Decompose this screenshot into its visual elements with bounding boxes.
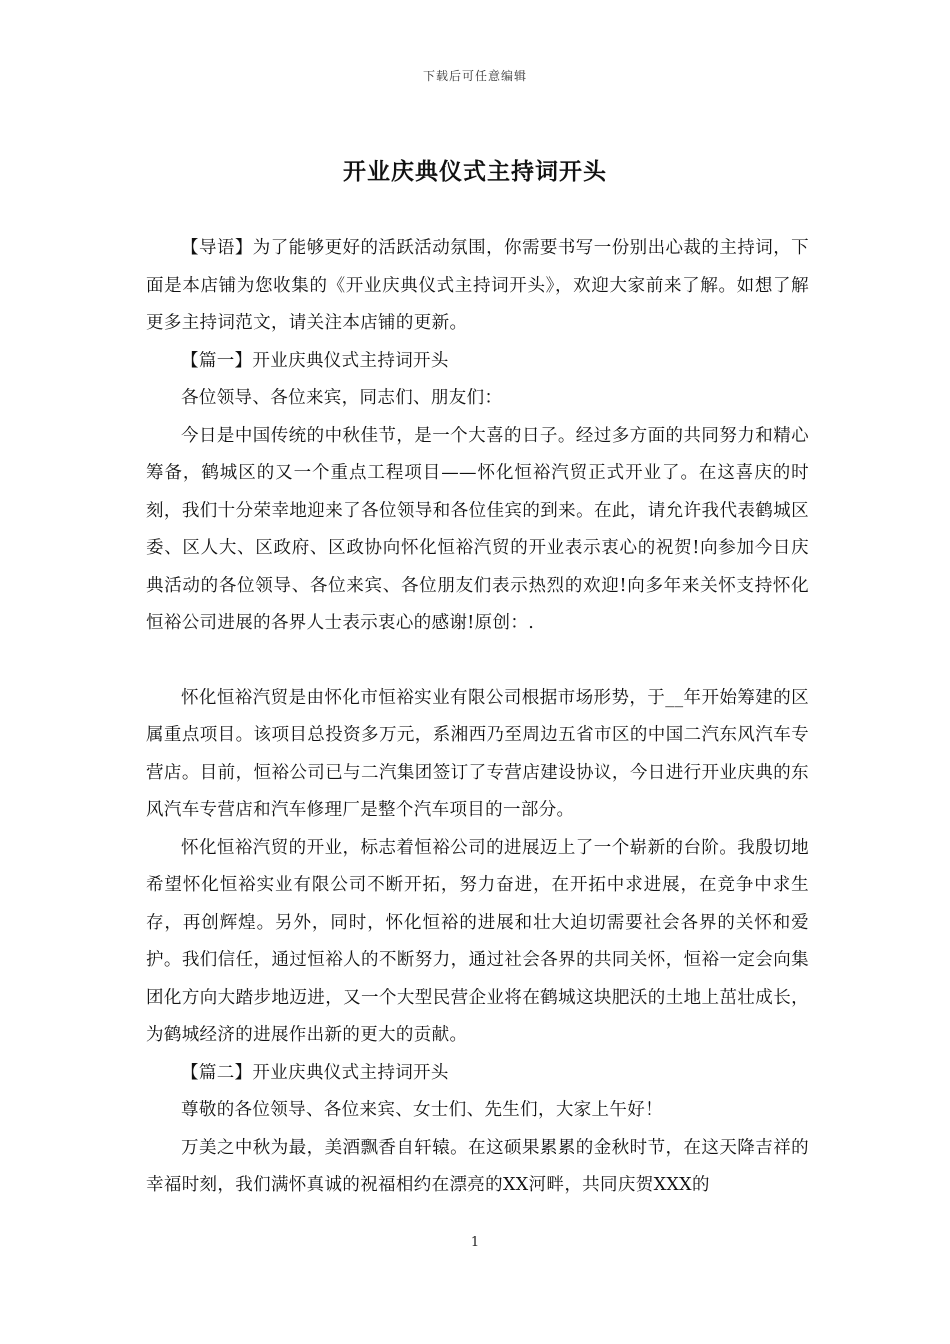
document-title: 开业庆典仪式主持词开头 [343, 158, 607, 185]
header-note: 下载后可任意编辑 [422, 69, 527, 83]
page-number: 1 [470, 1235, 480, 1250]
section-heading-1: 【篇一】开业庆典仪式主持词开头 [181, 350, 449, 371]
body-paragraph: 怀化恒裕汽贸的开业，标志着恒裕公司的进展迈上了一个崭新的台阶。我殷切地希望怀化恒裕实业有限公司不断开拓，努力奋进，在开拓中求进展，在竞争中求生存，再创辉煌。另外，同时，怀化恒裕的进展和壮大迫切需要社会各界的关怀和爱护。我们信任，通过恒裕人的不断努力，通过社会各界的共同关怀，恒裕一定会向集团化方向大踏步地迈进，又一个大型民营企业将在鹤城这块肥沃的土地上茁壮成长，为鹤城经济的进展作出新的更大的贡献。 [146, 837, 809, 1045]
body-paragraph: 今日是中国传统的中秋佳节，是一个大喜的日子。经过多方面的共同努力和精心筹备，鹤城区的又一个重点工程项目——怀化恒裕汽贸正式开业了。在这喜庆的时刻，我们十分荣幸地迎来了各位领导和各位佳宾的到来。在此，请允许我代表鹤城区委、区人大、区政府、区政协向怀化恒裕汽贸的开业表示衷心的祝贺!向参加今日庆典活动的各位领导、各位来宾、各位朋友们表示热烈的欢迎!向多年来关怀支持怀化恒裕公司进展的各界人士表示衷心的感谢!原创：. [146, 425, 809, 633]
document-body [146, 230, 809, 1205]
body-paragraph: 万美之中秋为最，美酒飘香自轩辕。在这硕果累累的金秋时节，在这天降吉祥的幸福时刻，我们满怀真诚的祝福相约在漂亮的XX河畔，共同庆贺XXX的 [146, 1137, 809, 1195]
body-paragraph: 怀化恒裕汽贸是由怀化市恒裕实业有限公司根据市场形势，于__年开始筹建的区属重点项目。该项目总投资多万元，系湘西乃至周边五省市区的中国二汽东风汽车专营店。目前，恒裕公司已与二汽集团签订了专营店建设协议，今日进行开业庆典的东风汽车专营店和汽车修理厂是整个汽车项目的一部分。 [146, 687, 809, 820]
section-heading-2: 【篇二】开业庆典仪式主持词开头 [181, 1062, 449, 1083]
intro-paragraph: 【导语】为了能够更好的活跃活动氛围，你需要书写一份别出心裁的主持词，下面是本店铺为您收集的《开业庆典仪式主持词开头》，欢迎大家前来了解。如想了解更多主持词范文，请关注本店铺的更新。 [146, 238, 809, 333]
salutation-paragraph: 尊敬的各位领导、各位来宾、女士们、先生们，大家上午好！ [181, 1100, 663, 1120]
salutation-paragraph: 各位领导、各位来宾，同志们、朋友们： [181, 388, 503, 408]
